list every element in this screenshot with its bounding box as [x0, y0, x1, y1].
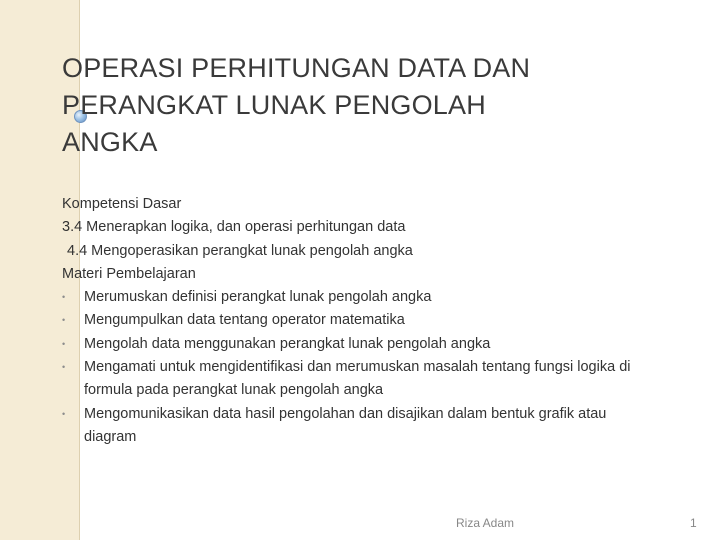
list-item: [62, 286, 662, 309]
kd-heading: Kompetensi Dasar: [62, 196, 182, 212]
kd-item: 4.4 Mengoperasikan perangkat lunak pengolah angka: [67, 242, 413, 259]
list-item: [62, 356, 662, 403]
list-item-text: Mengomunikasikan data hasil pengolahan dan disajikan dalam bentuk grafik atau diagram: [84, 405, 607, 445]
materi-list: [62, 286, 662, 449]
page-number: 1: [690, 516, 697, 530]
list-item-text: Mengumpulkan data tentang operator matematika: [84, 312, 405, 329]
bullet-icon: •: [62, 362, 66, 373]
list-item: [62, 403, 662, 450]
kd-item: 3.4 Menerapkan logika, dan operasi perhitungan data: [62, 219, 406, 236]
footer-author: Riza Adam: [456, 516, 515, 530]
slide-body: [62, 193, 662, 449]
list-item-text: Mengolah data menggunakan perangkat lunak pengolah angka: [84, 335, 491, 352]
bullet-icon: •: [62, 338, 66, 349]
title-line: ANGKA: [62, 127, 158, 157]
list-item: [62, 333, 662, 356]
materi-heading: Materi Pembelajaran: [62, 265, 196, 282]
title-line: OPERASI PERHITUNGAN DATA DAN: [62, 53, 531, 83]
title-line: PERANGKAT LUNAK PENGOLAH: [62, 90, 486, 120]
list-item-text: Merumuskan definisi perangkat lunak pengolah angka: [84, 289, 432, 306]
bullet-icon: •: [62, 408, 66, 419]
bullet-icon: •: [62, 292, 66, 303]
list-item-text: Mengamati untuk mengidentifikasi dan merumuskan masalah tentang fungsi logika di formula pada perangkat lunak pengolah angka: [84, 359, 631, 399]
slide-title: [62, 50, 662, 161]
list-item: [62, 309, 662, 332]
bullet-icon: •: [62, 315, 66, 326]
